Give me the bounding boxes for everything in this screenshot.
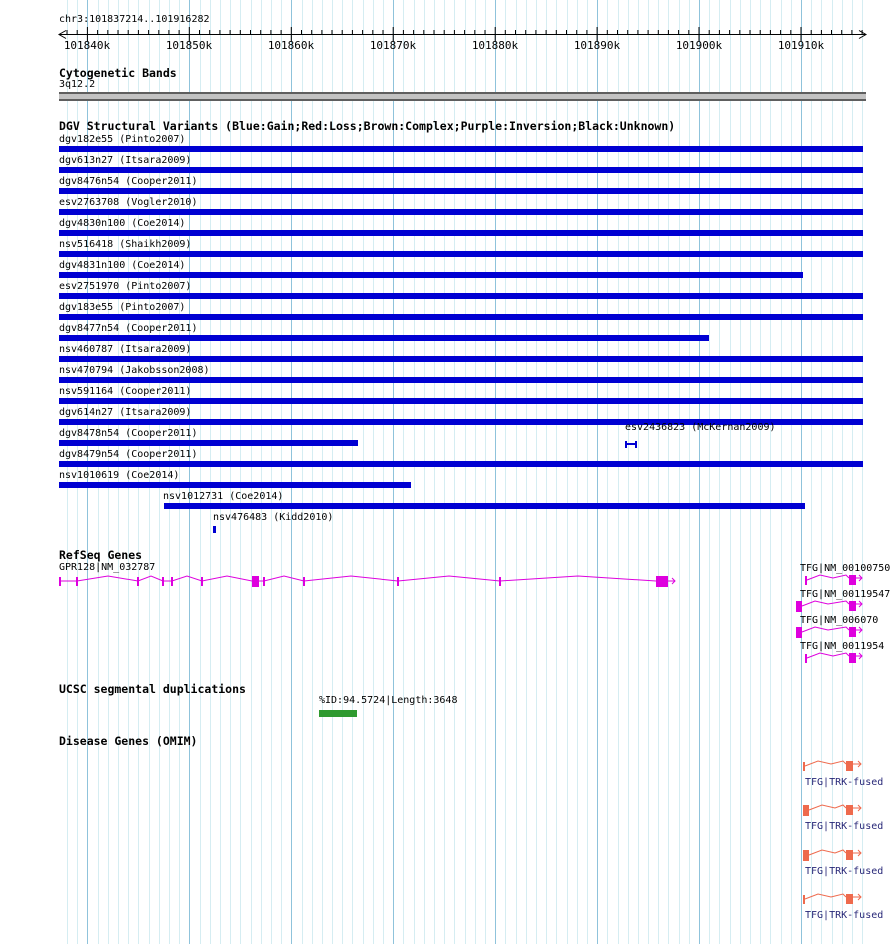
variant-label: dgv182e55 (Pinto2007) <box>59 134 186 145</box>
gene-label: TFG|NM_006070 <box>800 615 879 626</box>
variant-label: nsv591164 (Cooper2011) <box>59 386 192 397</box>
ruler-tick-label: 101890k <box>573 39 621 52</box>
variant-label: dgv8479n54 (Cooper2011) <box>59 449 198 460</box>
variant-label: nsv470794 (Jakobsson2008) <box>59 365 210 376</box>
variant-label: dgv8478n54 (Cooper2011) <box>59 428 198 439</box>
gene-glyph[interactable] <box>59 576 675 587</box>
disease-gene-label: TFG|TRK-fused <box>805 866 884 877</box>
variant-label: esv2436823 (McKernan2009) <box>625 422 776 433</box>
ruler-tick-label: 101850k <box>165 39 213 52</box>
dgv-header: DGV Structural Variants (Blue:Gain;Red:Loss;Brown:Complex;Purple:Inversion;Black:Unknown) <box>59 119 676 133</box>
gene-glyph[interactable] <box>796 601 862 612</box>
refseq-header: RefSeq Genes <box>59 548 143 562</box>
variant-label: nsv1010619 (Coe2014) <box>59 470 180 481</box>
variant-label: dgv4831n100 (Coe2014) <box>59 260 186 271</box>
gene-glyph[interactable] <box>805 575 862 585</box>
gene-glyph[interactable] <box>803 850 861 861</box>
variant-label: nsv460787 (Itsara2009) <box>59 344 192 355</box>
ruler-tick-label: 101900k <box>675 39 723 52</box>
variant-label: esv2751970 (Pinto2007) <box>59 281 192 292</box>
variant-label: dgv8477n54 (Cooper2011) <box>59 323 198 334</box>
gene-glyph[interactable] <box>803 761 861 771</box>
disease-gene-label: TFG|TRK-fused <box>805 821 884 832</box>
ruler-tick-label: 101880k <box>471 39 519 52</box>
disease-gene-label: TFG|TRK-fused <box>805 910 884 921</box>
region-title: chr3:101837214..101916282 <box>59 14 210 25</box>
variant-label: nsv1012731 (Coe2014) <box>163 491 284 502</box>
gene-label: GPR128|NM_032787 <box>59 562 156 573</box>
variant-label: dgv8476n54 (Cooper2011) <box>59 176 198 187</box>
variant-label: dgv183e55 (Pinto2007) <box>59 302 186 313</box>
gene-glyph[interactable] <box>803 894 861 904</box>
gene-glyph[interactable] <box>796 627 862 638</box>
segdup-feature-label: %ID:94.5724|Length:3648 <box>319 695 458 706</box>
gene-glyph[interactable] <box>805 653 862 663</box>
variant-label: nsv516418 (Shaikh2009) <box>59 239 192 250</box>
cytobands-header: Cytogenetic Bands <box>59 66 177 80</box>
ruler-tick-label: 101840k <box>63 39 111 52</box>
ruler-tick-label: 101860k <box>267 39 315 52</box>
variant-label: dgv613n27 (Itsara2009) <box>59 155 192 166</box>
gene-label: TFG|NM_00119547 <box>800 589 890 600</box>
gene-glyph[interactable] <box>803 805 861 816</box>
ruler-tick-label: 101910k <box>777 39 825 52</box>
disease-gene-label: TFG|TRK-fused <box>805 777 884 788</box>
ruler-tick-label: 101870k <box>369 39 417 52</box>
cytoband-name: 3q12.2 <box>59 79 96 90</box>
gene-label: TFG|NM_0011954 <box>800 641 885 652</box>
variant-label: dgv614n27 (Itsara2009) <box>59 407 192 418</box>
variant-label: esv2763708 (Vogler2010) <box>59 197 198 208</box>
variant-label: dgv4830n100 (Coe2014) <box>59 218 186 229</box>
omim-header: Disease Genes (OMIM) <box>59 734 198 748</box>
variant-label: nsv476483 (Kidd2010) <box>213 512 334 523</box>
gene-label: TFG|NM_00100750 <box>800 563 890 574</box>
segdup-header: UCSC segmental duplications <box>59 682 246 696</box>
